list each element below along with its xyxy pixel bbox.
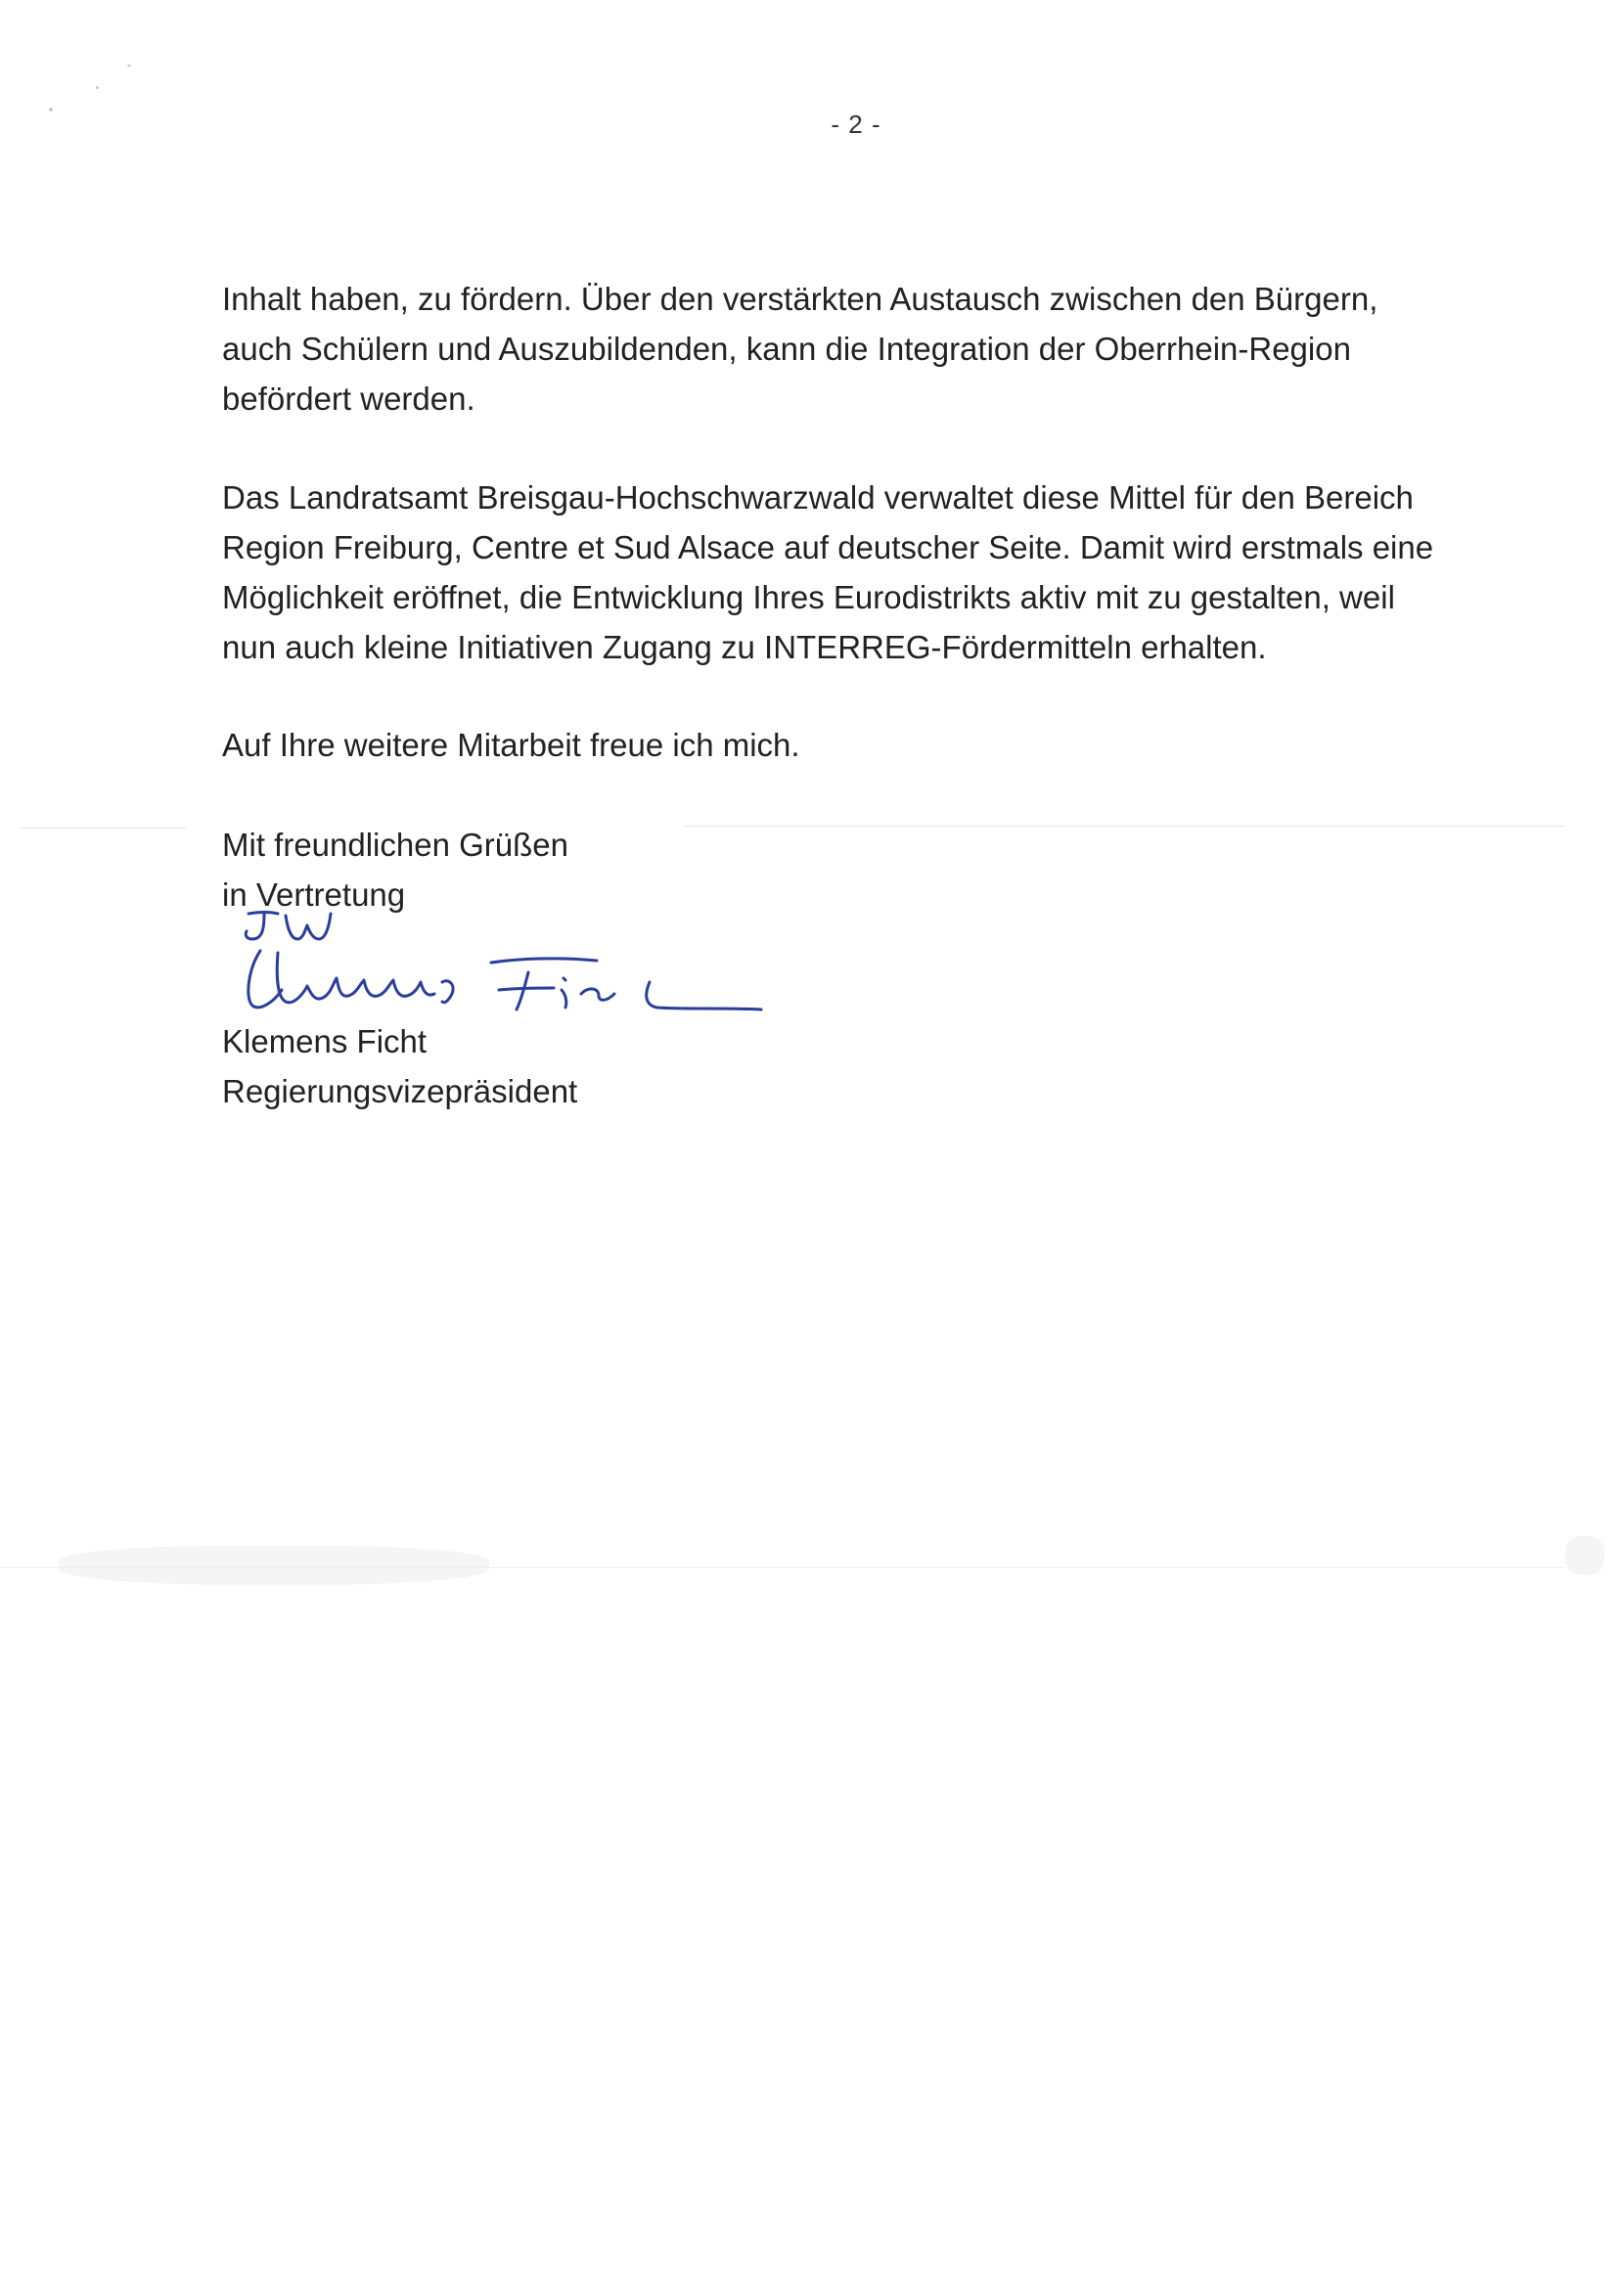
text-line: Möglichkeit eröffnet, die Entwicklung Ihres Eurodistrikts aktiv mit zu gestalten, weil: [222, 579, 1395, 615]
signatory-title: Regierungsvizepräsident: [222, 1073, 578, 1109]
scan-speck: [127, 65, 131, 67]
paragraph-1: [222, 274, 1513, 424]
text-line: Auf Ihre weitere Mitarbeit freue ich mich.: [222, 727, 800, 763]
text-line: Region Freiburg, Centre et Sud Alsace auf deutscher Seite. Damit wird erstmals eine: [222, 529, 1434, 565]
signatory-name: Klemens Ficht: [222, 1023, 428, 1059]
page-number: - 2 -: [831, 110, 881, 139]
signatory-block: [222, 1016, 1513, 1116]
closing-representation: in Vertretung: [222, 876, 406, 913]
text-line: befördert werden.: [222, 381, 475, 417]
scan-speck: [96, 86, 99, 89]
scan-line: [20, 828, 186, 829]
text-line: Das Landratsamt Breisgau-Hochschwarzwald verwaltet diese Mittel für den Bereich: [222, 479, 1414, 516]
paragraph-2: [222, 472, 1513, 672]
scan-smudge: [1565, 1536, 1604, 1575]
scan-smudge: [59, 1546, 489, 1585]
paragraph-3: [222, 720, 1513, 770]
text-line: nun auch kleine Initiativen Zugang zu INTERREG-Fördermitteln erhalten.: [222, 629, 1267, 665]
closing-greeting: Mit freundlichen Grüßen: [222, 827, 568, 863]
text-line: auch Schülern und Auszubildenden, kann die Integration der Oberrhein-Region: [222, 331, 1351, 367]
text-line: Inhalt haben, zu fördern. Über den verstärkten Austausch zwischen den Bürgern,: [222, 281, 1378, 317]
